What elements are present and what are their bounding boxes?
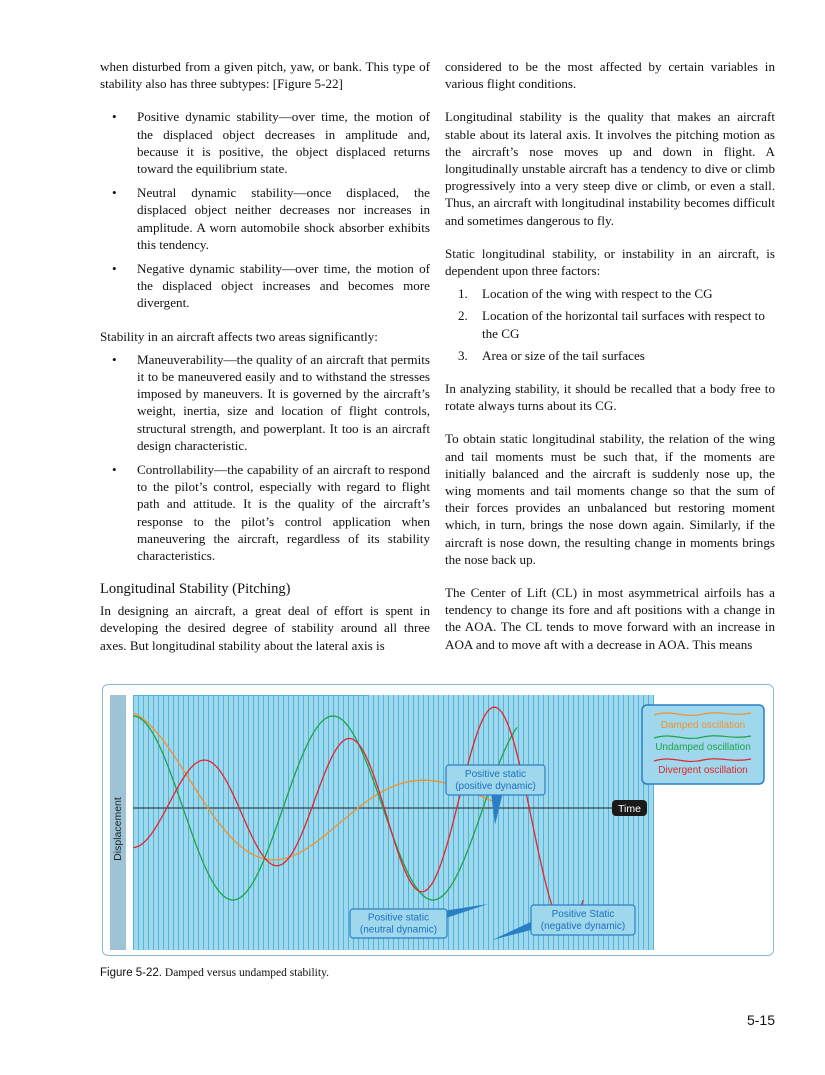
caption-number: Figure 5-22.	[100, 967, 163, 979]
callout-text: Positive Static	[551, 909, 615, 920]
legend-label-undamped: Undamped oscillation	[655, 742, 751, 753]
static-intro: Static longitudinal stability, or instability in an aircraft, is dependent upon three factors:	[445, 245, 775, 279]
callout-text: Positive static	[367, 912, 430, 924]
areas-intro: Stability in an aircraft affects two areas significantly:	[100, 328, 378, 344]
callout-text: Positive static	[464, 769, 527, 780]
obtain-paragraph: To obtain static longitudinal stability, the relation of the wing and tail moments must be such that, if the moments are initially balanced and the aircraft is suddenly nose up, the wing moments and tail moments change so that the sum of their forces provides an unbalanced but restoring moment which, in turn, brings the nose down again. Similarly, if the aircraft is nose down, the resulting change in moments brings the nose back up.	[445, 431, 775, 567]
section-heading: Longitudinal Stability (Pitching)	[100, 581, 291, 598]
legend-label-divergent: Divergent oscillation	[658, 765, 748, 776]
oscillation-diagram	[103, 685, 775, 957]
list-item: • Maneuverability—the quality of an aircraft that permits it to be maneuvered easily and to withstand the stresses imposed by maneuvers. It is governed by the aircraft’s weight, inertia, size and location of flight controls, structural strength, and powerplant. It too is an aircraft design characteristic.	[100, 351, 430, 454]
list-item: 1. Location of the wing with respect to the CG	[458, 286, 713, 302]
callout-text: (negative dynamic)	[540, 921, 626, 932]
dynamic-stability-list	[100, 108, 430, 311]
list-item: 3. Area or size of the tail surfaces	[458, 347, 645, 363]
caption-text: Damped versus undamped stability.	[164, 967, 329, 979]
callout-text: (positive dynamic)	[455, 781, 536, 792]
callout-text: (neutral dynamic)	[359, 924, 438, 936]
page-number: 5-15	[746, 1012, 775, 1028]
y-axis-label: Displacement	[112, 797, 124, 861]
legend-label-damped: Damped oscillation	[660, 720, 746, 731]
time-label: Time	[618, 803, 641, 815]
stability-figure	[102, 684, 774, 956]
design-paragraph: In designing an aircraft, a great deal of effort is spent in developing the desired degree of stability around all three axes. But longitudinal stability about the lateral axis is	[100, 603, 430, 653]
longitudinal-paragraph: Longitudinal stability is the quality that makes an aircraft stable about its lateral axis. It involves the pitching motion as the aircraft’s nose moves up and down in flight. A longitudinally unstable aircraft has a tendency to dive or climb progressively into a very steep dive or climb, or even a stall. Thus, an aircraft with longitudinal instability becomes difficult and sometimes dangerous to fly.	[445, 109, 775, 228]
list-item: • Controllability—the capability of an aircraft to respond to the pilot’s control, especially with regard to flight path and attitude. It is the quality of the aircraft’s response to the pilot’s control application when maneuvering the aircraft, regardless of its stability characteristics.	[100, 461, 430, 564]
list-item: • Negative dynamic stability—over time, the motion of the displaced object increases and becomes more divergent.	[100, 260, 430, 312]
continuation-paragraph: considered to be the most affected by certain variables in various flight conditions.	[445, 59, 775, 92]
right-column	[445, 58, 775, 669]
left-column	[100, 58, 430, 670]
stability-areas-list	[100, 351, 430, 564]
legend	[642, 705, 764, 784]
cg-paragraph: In analyzing stability, it should be recalled that a body free to rotate always turns about its CG.	[445, 381, 775, 414]
list-item: • Neutral dynamic stability—once displaced, the displaced object neither decreases nor increases in amplitude. A worn automobile shock absorber exhibits this tendency.	[100, 184, 430, 253]
cl-paragraph: The Center of Lift (CL) in most asymmetrical airfoils has a tendency to change its fore and aft positions with a change in the AOA. The CL tends to move forward with an increase in AOA and to move aft with a decrease in AOA. This means	[445, 585, 775, 652]
intro-paragraph: when disturbed from a given pitch, yaw, or bank. This type of stability also has three subtypes: [Figure 5-22]	[100, 59, 430, 92]
figure-caption	[100, 967, 329, 979]
list-item: 2. Location of the horizontal tail surfaces with respect to the CG	[458, 308, 765, 341]
factors-list	[445, 285, 775, 364]
list-item: • Positive dynamic stability—over time, the motion of the displaced object decreases in amplitude and, because it is positive, the object displaced returns toward the equilibrium state.	[100, 108, 430, 177]
